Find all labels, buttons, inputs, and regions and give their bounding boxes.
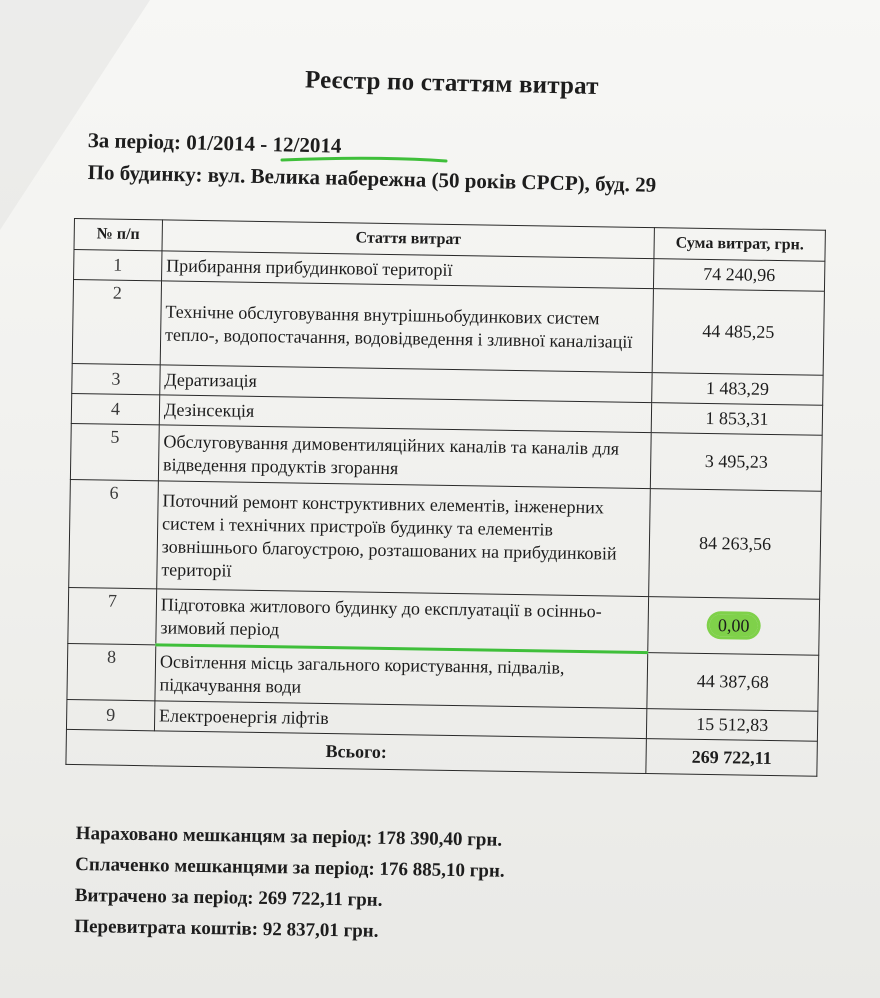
period-line: За період: 01/2014 - 12/2014	[87, 128, 342, 158]
row-sum: 15 512,83	[647, 709, 818, 742]
header-num: № п/п	[74, 219, 162, 251]
row-num: 6	[69, 479, 159, 588]
row-sum: 84 263,56	[649, 489, 822, 600]
row-num: 8	[67, 643, 156, 700]
row-num: 9	[66, 699, 154, 730]
house-address-line: По будинку: вул. Велика набережна (50 років СРСР), буд. 29	[87, 160, 657, 197]
period-underline-stroke	[282, 158, 446, 161]
summary-block	[74, 818, 505, 949]
row-item: Дератизація	[160, 365, 653, 403]
page-corner-shadow	[0, 0, 150, 230]
table-row	[69, 479, 822, 599]
total-label: Всього:	[66, 729, 647, 773]
summary-spent: Витрачено за період: 269 722,11 грн.	[74, 884, 383, 911]
summary-overspend: Перевитрата коштів: 92 837,01 грн.	[74, 915, 379, 942]
row-sum: 1 853,31	[651, 403, 822, 436]
row-num: 3	[72, 363, 160, 394]
row-num: 2	[72, 280, 161, 365]
row-sum: 1 483,29	[652, 373, 823, 406]
header-sum: Сума витрат, грн.	[654, 228, 825, 262]
row-item: Поточний ремонт конструктивних елементів, інженерних систем і технічних пристроїв будинку та елементів зовнішнього благоустрою, розташованих на прибудинковій території	[157, 481, 651, 597]
row-item: Технічне обслуговування внутрішньобудинкових систем тепло-, водопостачання, водовідведення і зливної каналізації	[160, 281, 653, 373]
row-item: Дезінсекція	[159, 395, 652, 433]
row-item: Електроенергія ліфтів	[154, 701, 647, 739]
row-num: 4	[71, 393, 159, 424]
row-sum-cell	[648, 597, 820, 656]
row-item: Підготовка житлового будинку до експлуатації в осінньо-зимовий період	[156, 589, 649, 653]
summary-accrued: Нараховано мешканцям за період: 178 390,40 грн.	[75, 822, 503, 851]
table-row	[72, 280, 824, 376]
total-value: 269 722,11	[646, 739, 817, 777]
row-num: 5	[70, 423, 159, 480]
document-title: Реєстр по статтям витрат	[304, 66, 600, 101]
row-sum: 44 387,68	[647, 653, 819, 712]
row-sum: 74 240,96	[654, 259, 825, 292]
expenses-table	[65, 218, 825, 777]
row-num: 1	[74, 250, 162, 281]
expenses-table-wrapper	[65, 218, 825, 777]
highlighted-sum: 0,00	[710, 614, 758, 637]
row-num: 7	[68, 587, 157, 644]
row-item: Обслуговування димовентиляційних каналів та каналів для відведення продуктів згорання	[158, 425, 651, 489]
row-sum: 3 495,23	[650, 433, 822, 492]
header-item: Стаття витрат	[162, 220, 655, 259]
row-sum: 44 485,25	[652, 289, 824, 376]
row-item: Прибирання прибудинкової території	[161, 251, 654, 289]
summary-paid: Сплаченко мешканцями за період: 176 885,10 грн.	[75, 853, 505, 882]
row-item: Освітлення місць загального користування, підвалів, підкачування води	[155, 645, 648, 709]
